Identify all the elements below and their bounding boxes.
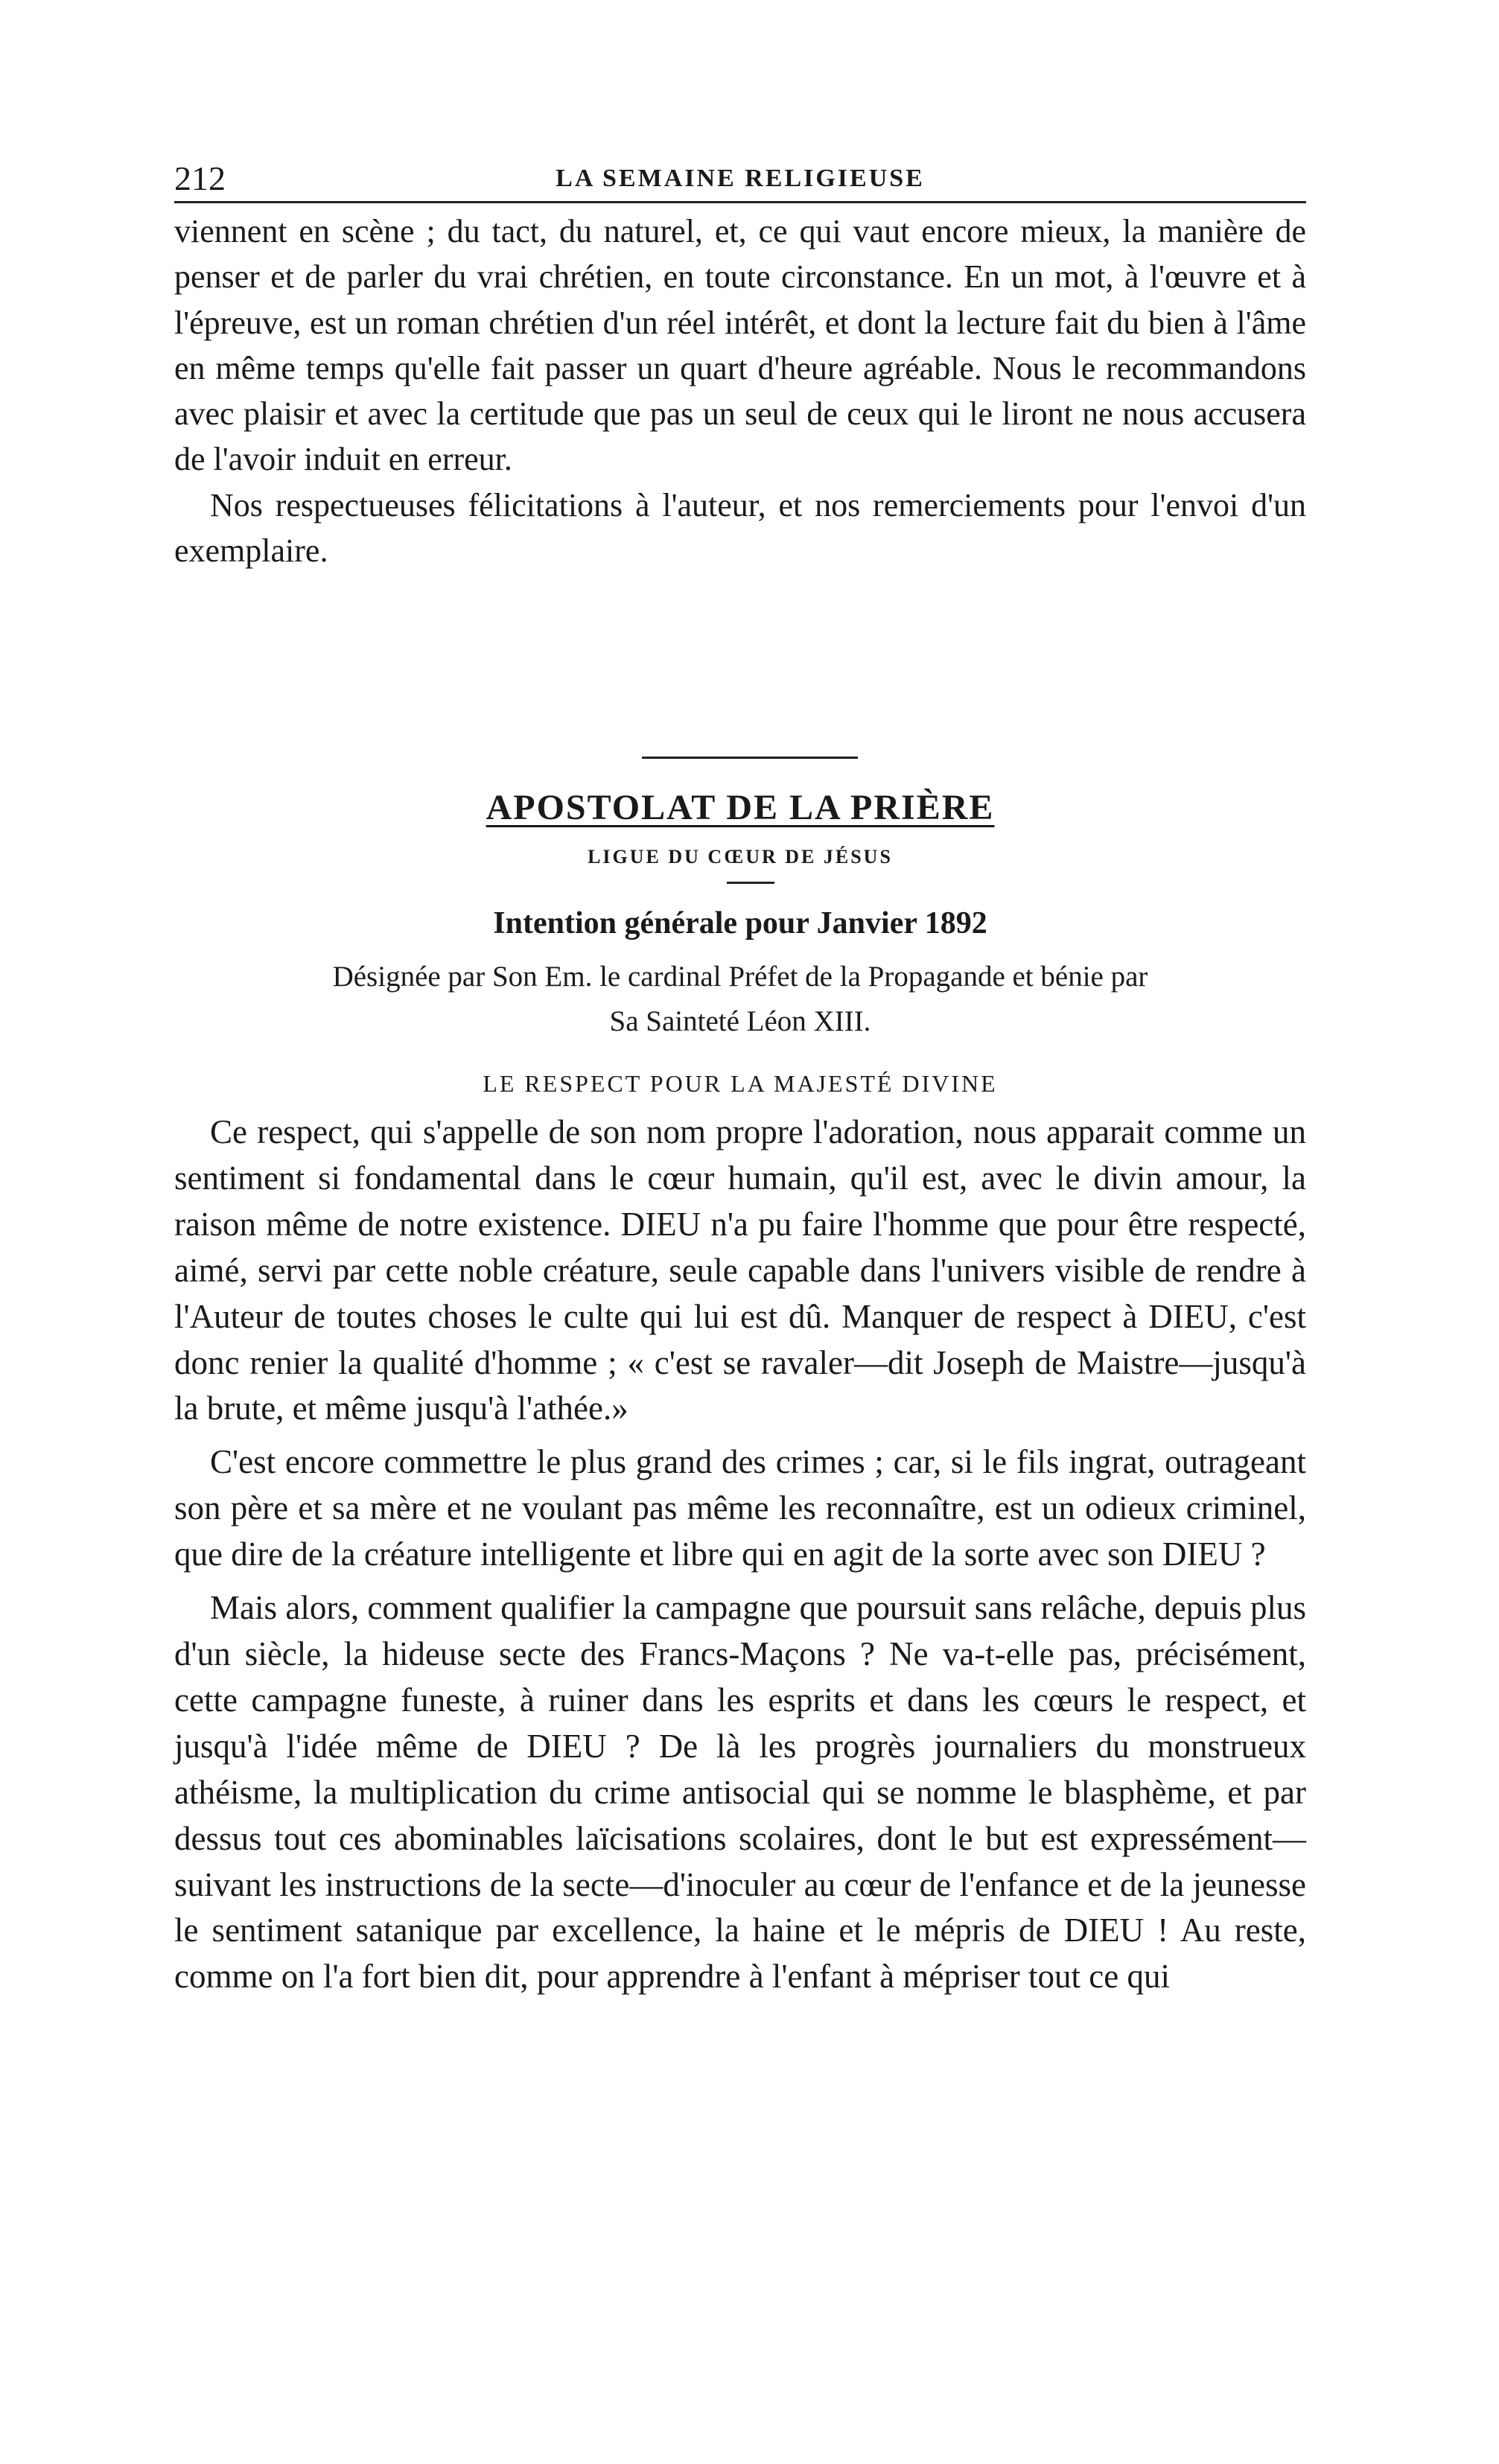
article-paragraph-1: Ce respect, qui s'appelle de son nom propre l'adoration, nous apparait comme un sentiment si fondamental dans le cœur humain, qu'il est, avec le divin amour, la raison même de notre existence. DIEU n'a pu faire l'homme que pour être respecté, aimé, servi par cette noble créature, seule capable dans l'univers visible de rendre à l'Auteur de toutes choses le culte qui lui est dû. Manquer de respect à DIEU, c'est donc renier la qualité d'homme ; « c'est se ravaler—dit Joseph de Maistre—jusqu'à la brute, et même jusqu'à l'athée.»: [174, 1113, 1306, 1427]
designee-line-2: Sa Sainteté Léon XIII.: [609, 1005, 871, 1037]
intro-paragraph-2: Nos respectueuses félicitations à l'auteur, et nos remerciements pour l'envoi d'un exemplaire.: [174, 486, 1306, 570]
running-title: LA SEMAINE RELIGIEUSE: [556, 165, 925, 192]
page-number: 212: [174, 159, 226, 197]
subtitle-divider: [727, 882, 774, 884]
page-header: [174, 156, 1306, 203]
article-paragraph-3: Mais alors, comment qualifier la campagne que poursuit sans relâche, depuis plus d'un siècle, la hideuse secte des Francs-Maçons ? Ne va-t-elle pas, précisément, cette campagne funeste, à ruiner dans les esprits et dans les cœurs le respect, et jusqu'à l'idée même de DIEU ? De là les progrès journaliers du monstrueux athéisme, la multiplication du crime antisocial qui se nomme le blasphème, et par dessus tout ces abominables laïcisations scolaires, dont le but est expressément—suivant les instructions de la secte—d'inoculer au cœur de l'enfance et de la jeunesse le sentiment satanique par excellence, la haine et le mépris de DIEU ! Au reste, comme on l'a fort bien dit, pour apprendre à l'enfant à mépriser tout ce qui: [174, 1589, 1306, 1996]
section-divider: [642, 757, 858, 759]
article-text: [174, 1110, 1306, 2000]
intro-text: [174, 208, 1306, 573]
article-heading: LE RESPECT POUR LA MAJESTÉ DIVINE: [483, 1070, 998, 1097]
designee-line-1: Désignée par Son Em. le cardinal Préfet de la Propagande et bénie par: [332, 961, 1148, 993]
intention-line: Intention générale pour Janvier 1892: [493, 906, 987, 940]
article-paragraph-2: C'est encore commettre le plus grand des crimes ; car, si le fils ingrat, outrageant son père et sa mère et ne voulant pas même les reconnaître, est un odieux criminel, que dire de la créature intelligente et libre qui en agit de la sorte avec son DIEU ?: [174, 1443, 1306, 1573]
designee-text: [174, 955, 1306, 1044]
section-title: APOSTOLAT DE LA PRIÈRE: [486, 788, 995, 827]
section-subtitle: LIGUE DU CŒUR DE JÉSUS: [588, 846, 893, 868]
intro-paragraph-1: viennent en scène ; du tact, du naturel, et, ce qui vaut encore mieux, la manière de penser et de parler du vrai chrétien, en toute circonstance. En un mot, à l'œuvre et à l'épreuve, est un roman chrétien d'un réel intérêt, et dont la lecture fait du bien à l'âme en même temps qu'elle fait passer un quart d'heure agréable. Nous le recommandons avec plaisir et avec la certitude que pas un seul de ceux qui le liront ne nous accusera de l'avoir induit en erreur.: [174, 213, 1306, 478]
